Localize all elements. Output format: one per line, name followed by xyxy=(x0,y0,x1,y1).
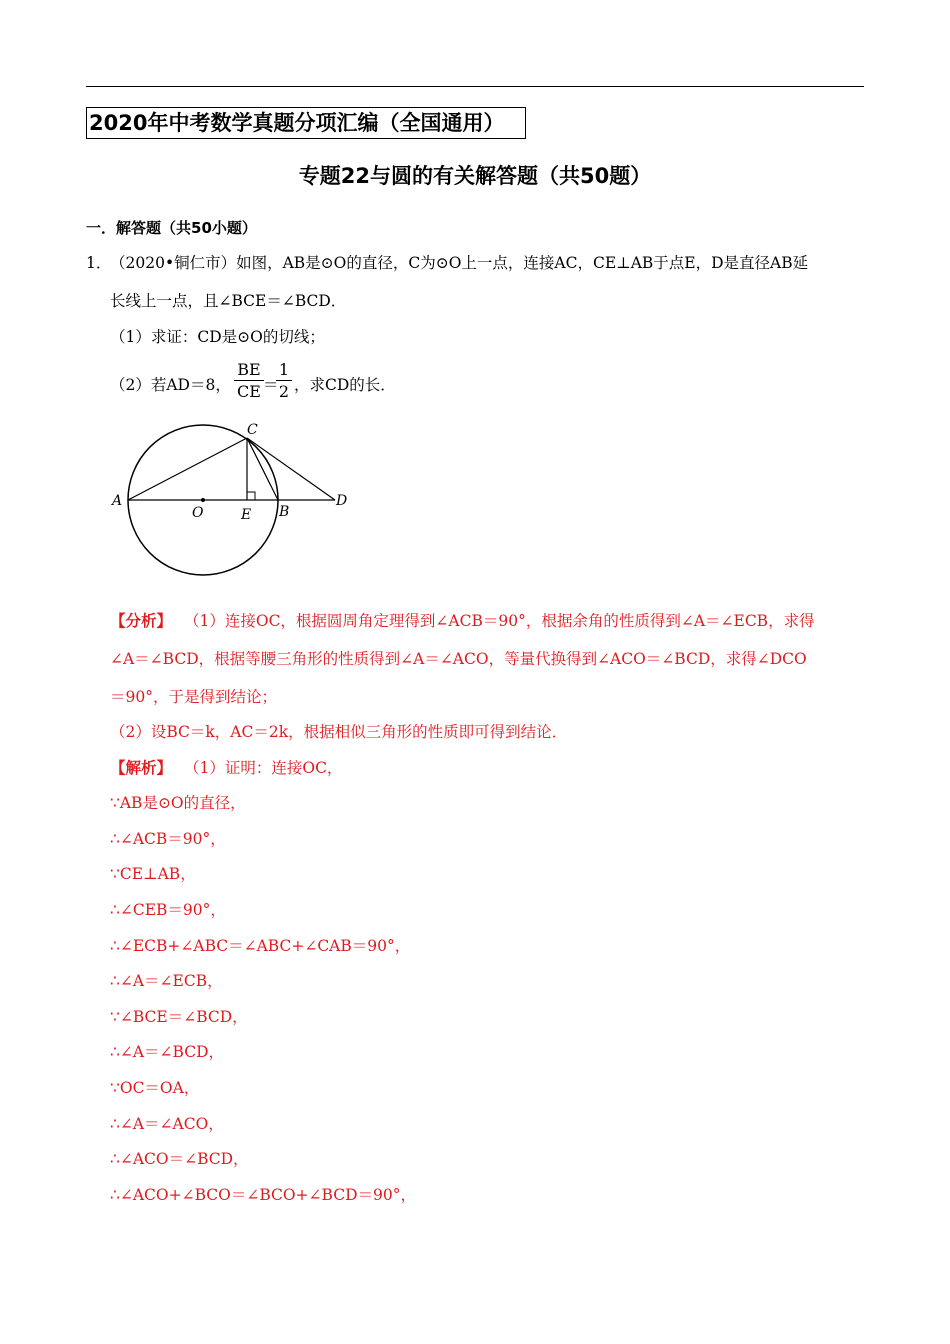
solution-tag: 【解析】 xyxy=(110,758,173,777)
solution-step: ∴∠ECB+∠ABC＝∠ABC+∠CAB＝90°， xyxy=(110,937,411,955)
label-d: D xyxy=(336,493,348,509)
solution-step: ∴∠CEB＝90°， xyxy=(110,901,226,919)
center-point xyxy=(201,498,205,502)
half-denominator: 2 xyxy=(278,382,290,401)
line-cd xyxy=(247,438,335,500)
series-title: 2020年中考数学真题分项汇编（全国通用） xyxy=(86,107,526,139)
document-title: 专题22与圆的有关解答题（共50题） xyxy=(298,164,652,188)
problem-part2-suffix: ，求CD的长． xyxy=(294,376,396,394)
solution-step: ∴∠A＝∠ECB， xyxy=(110,972,223,990)
line-cb xyxy=(247,438,278,500)
solution-step: ∵AB是⊙O的直径， xyxy=(110,794,246,812)
line-ac xyxy=(128,438,247,500)
analysis-tag: 【分析】 xyxy=(110,611,173,630)
fraction-numerator: BE xyxy=(234,360,264,381)
problem-part2-prefix: （2）若AD＝8， xyxy=(110,376,231,394)
problem-stem-line1: （2020•铜仁市）如图，AB是⊙O的直径，C为⊙O上一点，连接AC，CE⊥AB于点E，D是直径AB延 xyxy=(110,254,809,272)
right-angle-mark xyxy=(247,492,255,500)
label-c: C xyxy=(247,422,258,438)
geometry-figure xyxy=(106,416,356,586)
solution-step: ∵OC＝OA， xyxy=(110,1079,200,1097)
label-e: E xyxy=(241,507,252,523)
problem-part1: （1）求证：CD是⊙O的切线； xyxy=(110,328,325,346)
solution-step: ∵∠BCE＝∠BCD， xyxy=(110,1008,248,1026)
analysis-line4: （2）设BC＝k，AC＝2k，根据相似三角形的性质即可得到结论． xyxy=(110,723,568,741)
solution-step: ∴∠A＝∠ACO， xyxy=(110,1115,224,1133)
problem-stem-line2: 长线上一点，且∠BCE＝∠BCD． xyxy=(110,292,347,310)
problem-number: 1． xyxy=(86,254,112,272)
analysis-line2: ∠A＝∠BCD，根据等腰三角形的性质得到∠A＝∠ACO，等量代换得到∠ACO＝∠BCD，求得∠DCO xyxy=(110,650,807,668)
fraction-denominator: CE xyxy=(237,382,261,401)
half-numerator: 1 xyxy=(276,360,292,381)
solution-step: ∴∠ACO+∠BCO＝∠BCO+∠BCD＝90°， xyxy=(110,1186,416,1204)
solution-step: ∴∠ACB＝90°， xyxy=(110,830,226,848)
fraction-one-half xyxy=(276,360,292,403)
solution-intro: （1）证明：连接OC， xyxy=(184,759,343,777)
solution-step: ∴∠A＝∠BCD， xyxy=(110,1043,224,1061)
header-rule xyxy=(86,86,864,87)
label-a: A xyxy=(112,493,123,509)
solution-step: ∵CE⊥AB， xyxy=(110,865,196,883)
section-heading: 一．解答题（共50小题） xyxy=(86,219,257,237)
analysis-line1: （1）连接OC，根据圆周角定理得到∠ACB＝90°，根据余角的性质得到∠A＝∠ECB，求得 xyxy=(184,612,815,630)
label-o: O xyxy=(192,505,204,521)
solution-step: ∴∠ACO＝∠BCD， xyxy=(110,1150,249,1168)
fraction-be-ce xyxy=(234,360,264,403)
label-b: B xyxy=(279,504,290,520)
equals-sign: ＝ xyxy=(263,376,279,394)
analysis-line3: ＝90°，于是得到结论； xyxy=(110,688,277,706)
